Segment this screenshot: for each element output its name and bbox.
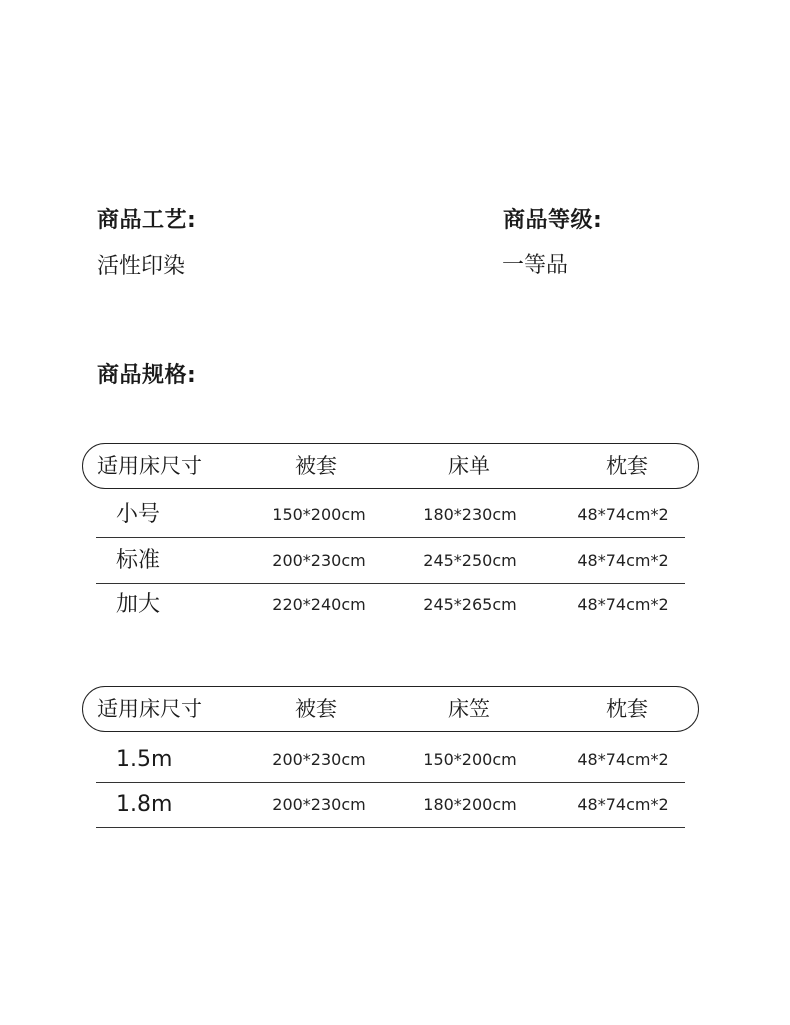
row-bed-sheet: 245*250cm xyxy=(423,551,517,570)
table-row xyxy=(96,737,685,783)
row-size: 标准 xyxy=(116,548,161,573)
row-duvet-cover: 200*230cm xyxy=(272,750,366,769)
grade-value: 一等品 xyxy=(502,253,569,278)
row-pillowcase: 48*74cm*2 xyxy=(577,595,669,614)
row-duvet-cover: 150*200cm xyxy=(272,505,366,524)
table-row xyxy=(96,492,685,538)
header-cell-duvet-cover: 被套 xyxy=(295,454,337,478)
row-pillowcase: 48*74cm*2 xyxy=(577,505,669,524)
row-size: 加大 xyxy=(116,592,161,617)
spec-label: 商品规格: xyxy=(97,363,197,388)
header-cell-pillowcase: 枕套 xyxy=(606,454,648,478)
row-size: 小号 xyxy=(116,502,161,527)
row-duvet-cover: 220*240cm xyxy=(272,595,366,614)
row-bed-sheet: 180*230cm xyxy=(423,505,517,524)
row-size: 1.5m xyxy=(116,747,173,772)
header-cell-fitted-sheet: 床笠 xyxy=(448,697,490,721)
row-bed-sheet: 245*265cm xyxy=(423,595,517,614)
header-cell-pillowcase: 枕套 xyxy=(606,697,648,721)
table-row xyxy=(96,582,685,627)
table-header xyxy=(82,686,699,732)
row-pillowcase: 48*74cm*2 xyxy=(577,551,669,570)
header-cell-bed-size: 适用床尺寸 xyxy=(97,697,202,721)
row-duvet-cover: 200*230cm xyxy=(272,795,366,814)
craft-label: 商品工艺: xyxy=(97,208,197,233)
row-duvet-cover: 200*230cm xyxy=(272,551,366,570)
header-cell-bed-size: 适用床尺寸 xyxy=(97,454,202,478)
table-row xyxy=(96,538,685,584)
row-pillowcase: 48*74cm*2 xyxy=(577,795,669,814)
grade-label: 商品等级: xyxy=(503,208,603,233)
row-fitted-sheet: 180*200cm xyxy=(423,795,517,814)
row-fitted-sheet: 150*200cm xyxy=(423,750,517,769)
row-pillowcase: 48*74cm*2 xyxy=(577,750,669,769)
header-cell-bed-sheet: 床单 xyxy=(448,454,490,478)
row-size: 1.8m xyxy=(116,792,173,817)
table-row xyxy=(96,782,685,828)
table-header xyxy=(82,443,699,489)
header-cell-duvet-cover: 被套 xyxy=(295,697,337,721)
craft-value: 活性印染 xyxy=(97,254,186,279)
